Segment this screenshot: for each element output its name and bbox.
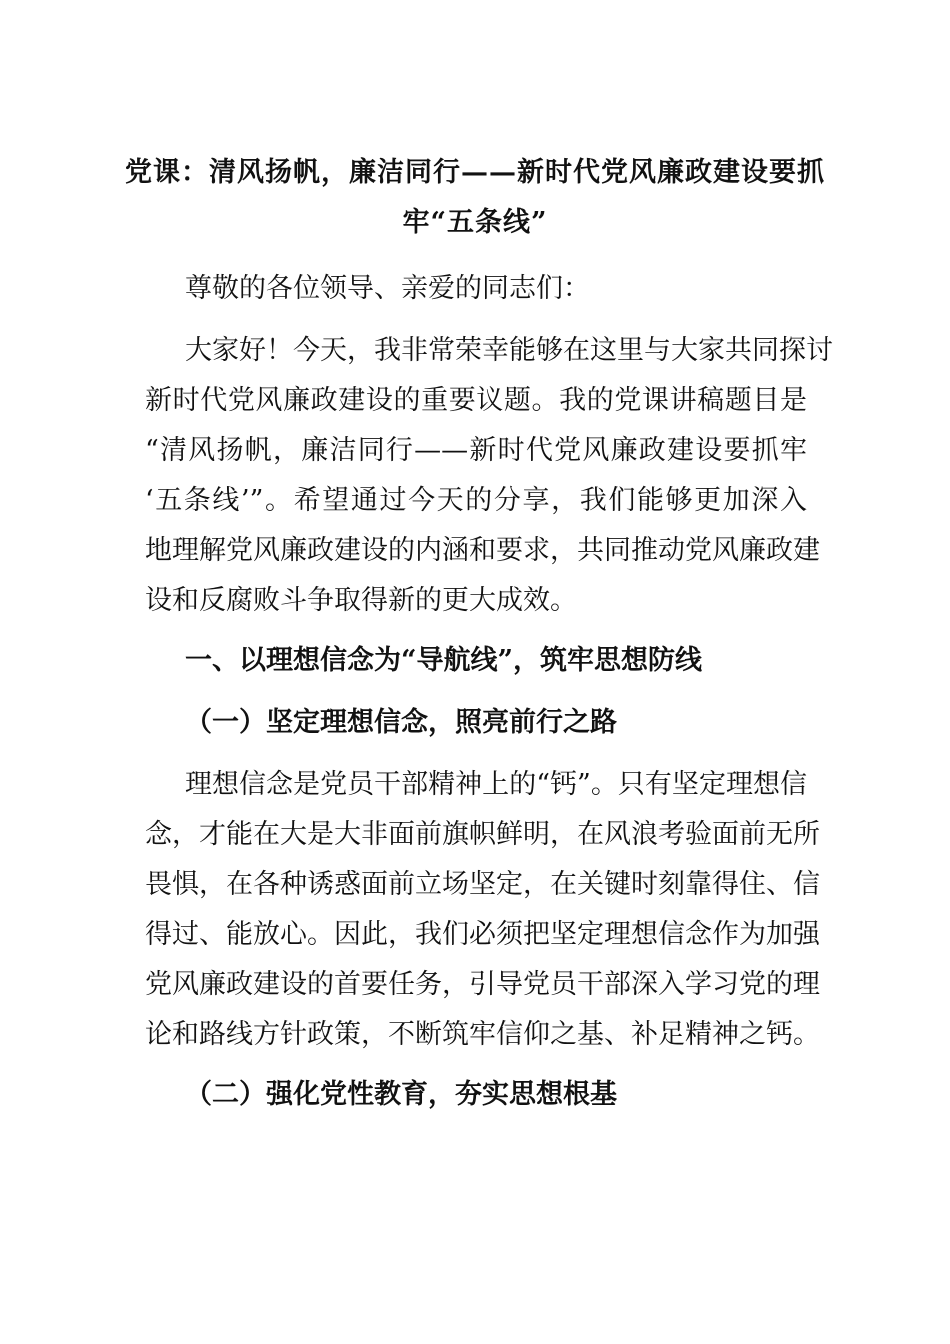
section-1-heading: 一、以理想信念为“导航线”，筑牢思想防线 bbox=[185, 645, 703, 676]
title-line-1: 党课：清风扬帆，廉洁同行——新时代党风廉政建设要抓 bbox=[125, 157, 825, 188]
intro-line-1: 大家好！今天，我非常荣幸能够在这里与大家共同探讨 bbox=[185, 335, 833, 366]
intro-line-2: 新时代党风廉政建设的重要议题。我的党课讲稿题目是 bbox=[145, 385, 807, 416]
subsection-1-line-6: 论和路线方针政策，不断筑牢信仰之基、补足精神之钙。 bbox=[145, 1019, 820, 1050]
document-title bbox=[120, 148, 830, 248]
intro-paragraph bbox=[145, 326, 833, 626]
intro-line-5: 地理解党风廉政建设的内涵和要求，共同推动党风廉政建 bbox=[145, 535, 820, 566]
subsection-1-paragraph bbox=[145, 760, 820, 1060]
subsection-1-heading: （一）坚定理想信念，照亮前行之路 bbox=[185, 707, 617, 738]
intro-line-3: “清风扬帆，廉洁同行——新时代党风廉政建设要抓牢 bbox=[145, 435, 807, 466]
subsection-1-line-2: 念，才能在大是大非面前旗帜鲜明，在风浪考验面前无所 bbox=[145, 819, 820, 850]
subsection-1-line-5: 党风廉政建设的首要任务，引导党员干部深入学习党的理 bbox=[145, 969, 820, 1000]
subsection-1-line-3: 畏惧，在各种诱惑面前立场坚定，在关键时刻靠得住、信 bbox=[145, 869, 820, 900]
subsection-1-line-4: 得过、能放心。因此，我们必须把坚定理想信念作为加强 bbox=[145, 919, 820, 950]
subsection-2-heading: （二）强化党性教育，夯实思想根基 bbox=[185, 1079, 617, 1110]
intro-line-6: 设和反腐败斗争取得新的更大成效。 bbox=[145, 585, 577, 616]
intro-line-4: ‘五条线’”。希望通过今天的分享，我们能够更加深入 bbox=[145, 485, 807, 516]
salutation: 尊敬的各位领导、亲爱的同志们： bbox=[185, 273, 590, 304]
subsection-1-line-1: 理想信念是党员干部精神上的“钙”。只有坚定理想信 bbox=[185, 769, 807, 800]
title-line-2: 牢“五条线” bbox=[402, 207, 548, 238]
